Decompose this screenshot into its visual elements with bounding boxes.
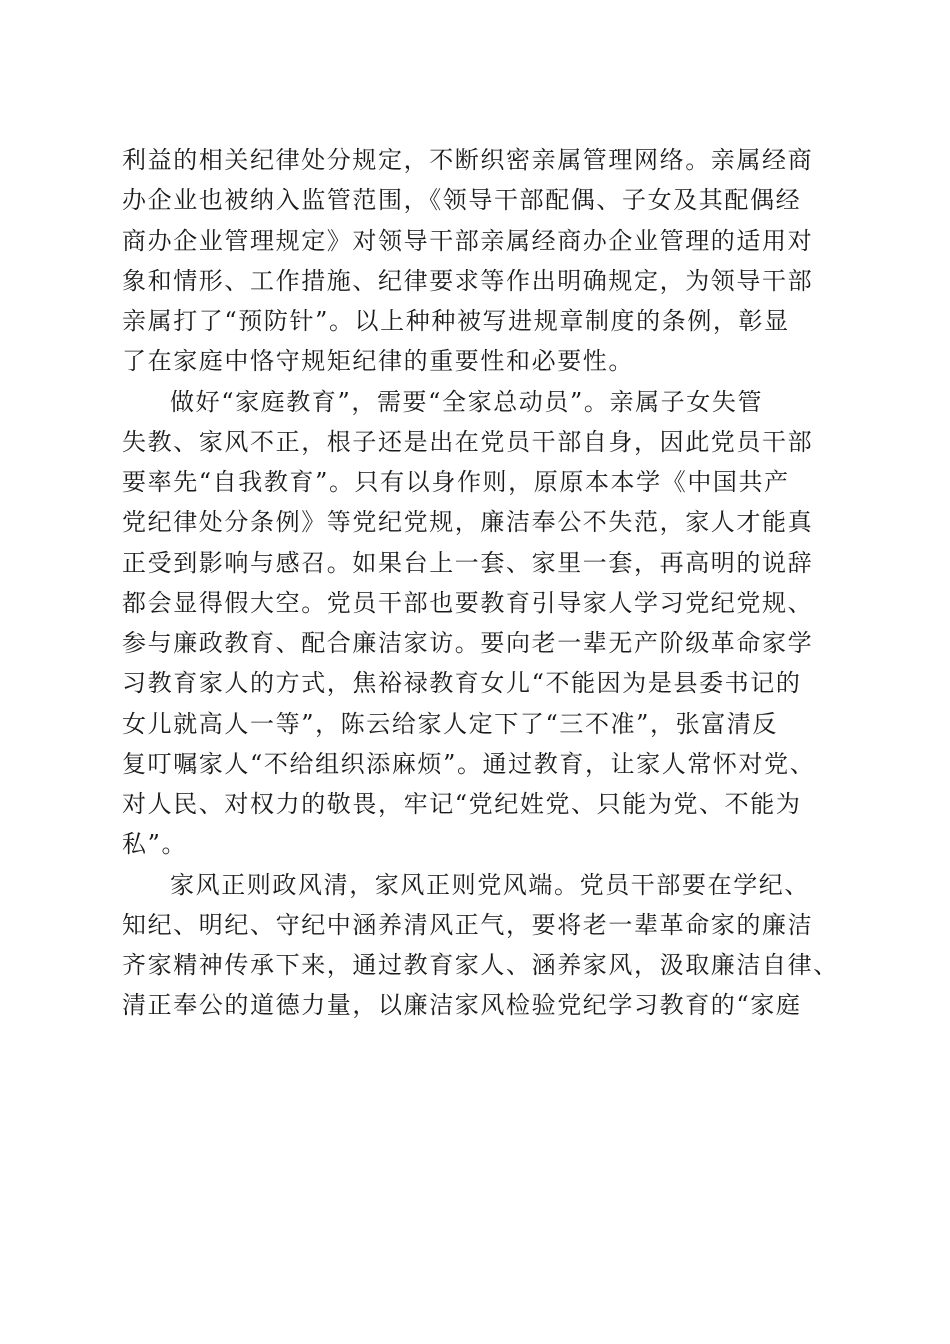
text-line: 党纪律处分条例》等党纪党规，廉洁奉公不失范，家人才能真 [122,508,814,537]
text-line: 正受到影响与感召。如果台上一套、家里一套，再高明的说辞 [122,548,814,577]
text-line: 利益的相关纪律处分规定，不断织密亲属管理网络。亲属经商 [122,146,814,174]
text-line: 女儿就高人一等”，陈云给家人定下了“三不准”，张富清反 [122,709,779,738]
text-line: 办企业也被纳入监管范围，《领导干部配偶、子女及其配偶经 [122,186,802,215]
text-line: 象和情形、工作措施、纪律要求等作出明确规定，为领导干部 [122,266,814,295]
text-line: 参与廉政教育、配合廉洁家访。要向老一辈无产阶级革命家学 [122,629,814,657]
text-line: 齐家精神传承下来，通过教育家人、涵养家风，汲取廉洁自律、 [122,951,839,979]
paragraph-3 [122,865,842,1026]
text-line: 了在家庭中恪守规矩纪律的重要性和必要性。 [122,347,634,376]
text-line: 商办企业管理规定》对领导干部亲属经商办企业管理的适用对 [122,226,814,255]
text-line: 复叮嘱家人“不给组织添麻烦”。通过教育，让家人常怀对党、 [122,749,816,778]
text-line: 清正奉公的道德力量，以廉洁家风检验党纪学习教育的“家庭 [122,991,802,1020]
text-line: 失教、家风不正，根子还是出在党员干部自身，因此党员干部 [122,427,814,456]
paragraph-1 [122,140,842,382]
text-line: 习教育家人的方式，焦裕禄教育女儿“不能因为是县委书记的 [122,669,802,698]
text-line: 做好“家庭教育”，需要“全家总动员”。亲属子女失管 [170,387,764,416]
document-body [122,140,842,1026]
text-line: 知纪、明纪、守纪中涵养清风正气，要将老一辈革命家的廉洁 [122,910,814,939]
text-line: 私”。 [122,830,188,859]
text-line: 都会显得假大空。党员干部也要教育引导家人学习党纪党规、 [122,588,814,617]
text-line: 要率先“自我教育”。只有以身作则，原原本本学《中国共产 [122,468,790,496]
paragraph-2 [122,382,842,865]
text-line: 家风正则政风清，家风正则党风端。党员干部要在学纪、 [170,870,810,899]
text-line: 亲属打了“预防针”。以上种种被写进规章制度的条例，彰显 [122,307,790,335]
text-line: 对人民、对权力的敬畏，牢记“党纪姓党、只能为党、不能为 [122,790,802,818]
